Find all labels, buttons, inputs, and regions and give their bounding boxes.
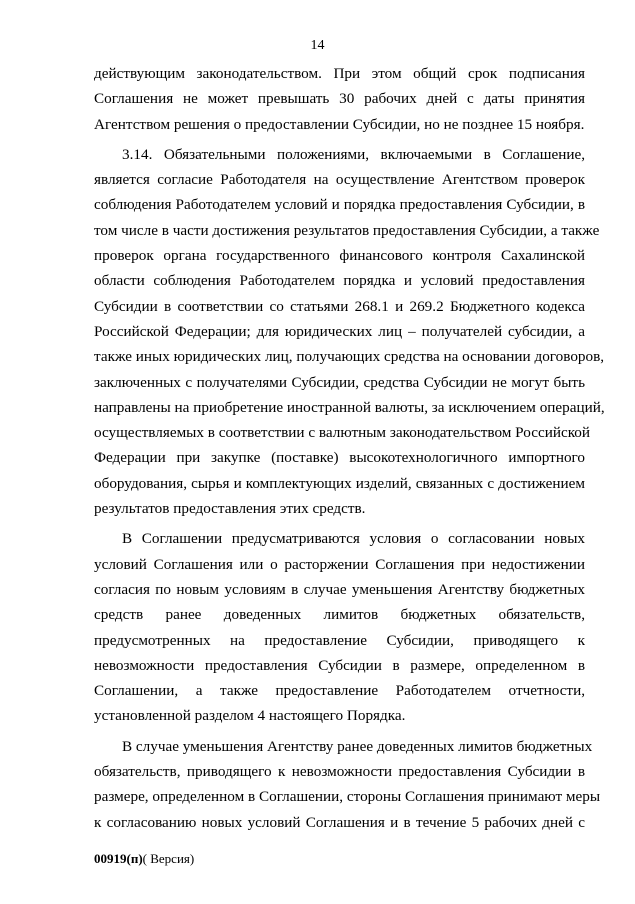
text-line: к согласованию новых условий Соглашения и в течение 5 рабочих дней с [94, 813, 585, 831]
text-line: области соблюдения Работодателем порядка и условий предоставления [94, 272, 585, 290]
text-line: заключенных с получателями Субсидии, средства Субсидии не могут быть [94, 373, 585, 391]
text-line: 3.14. Обязательными положениями, включаемыми в Соглашение, [122, 145, 585, 163]
text-line: согласия по новым условиям в случае уменьшения Агентству бюджетных [94, 580, 585, 598]
text-line: установленной разделом 4 настоящего Порядка. [94, 707, 406, 725]
text-line: осуществляемых в соответствии с валютным законодательством Российской [94, 424, 591, 442]
paragraph [94, 61, 585, 137]
text-line: Соглашении, а также предоставление Работодателем отчетности, [94, 682, 585, 700]
text-line: соблюдения Работодателем условий и порядка предоставления Субсидии, в [94, 196, 585, 214]
text-line: В Соглашении предусматриваются условия о согласовании новых [122, 530, 585, 548]
document-body [94, 61, 605, 835]
text-line: условий Соглашения или о расторжении Соглашения при недостижении [94, 555, 585, 573]
text-line: Субсидии в соответствии со статьями 268.1 и 269.2 Бюджетного кодекса [94, 297, 585, 315]
text-line: невозможности предоставления Субсидии в размере, определенном в [94, 656, 585, 674]
text-line: оборудования, сырья и комплектующих изделий, связанных с достижением [94, 474, 585, 492]
text-line: Агентством решения о предоставлении Субсидии, но не позднее 15 ноября. [94, 115, 585, 133]
text-line: действующим законодательством. При этом общий срок подписания [94, 65, 585, 82]
text-line: Федерации при закупке (поставке) высокотехнологичного импортного [94, 449, 585, 467]
text-line: также иных юридических лиц, получающих средства на основании договоров, [94, 348, 605, 366]
text-line: обязательств, приводящего к невозможности предоставления Субсидии в [94, 763, 585, 781]
document-footer [94, 850, 194, 868]
document-code: 00919(п) [94, 851, 143, 866]
paragraph [94, 142, 605, 521]
text-line: предусмотренных на предоставление Субсидии, приводящего к [94, 631, 585, 649]
paragraph [94, 526, 585, 728]
text-line: средств ранее доведенных лимитов бюджетных обязательств, [94, 606, 585, 624]
text-line: результатов предоставления этих средств. [94, 500, 366, 518]
document-version: ( Версия) [142, 851, 195, 866]
text-line: проверок органа государственного финансового контроля Сахалинской [94, 247, 585, 265]
text-line: размере, определенном в Соглашении, стороны Соглашения принимают меры [94, 788, 601, 806]
text-line: направлены на приобретение иностранной валюты, за исключением операций, [94, 398, 605, 416]
text-line: Соглашения не может превышать 30 рабочих дней с даты принятия [94, 90, 585, 108]
text-line: В случае уменьшения Агентству ранее доведенных лимитов бюджетных [122, 737, 593, 755]
text-line: Российской Федерации; для юридических лиц – получателей субсидии, а [94, 322, 585, 340]
page-number: 14 [310, 38, 325, 53]
text-line: является согласие Работодателя на осуществление Агентством проверок [94, 171, 585, 189]
paragraph [94, 734, 601, 835]
text-line: том числе в части достижения результатов предоставления Субсидии, а также [94, 221, 600, 239]
